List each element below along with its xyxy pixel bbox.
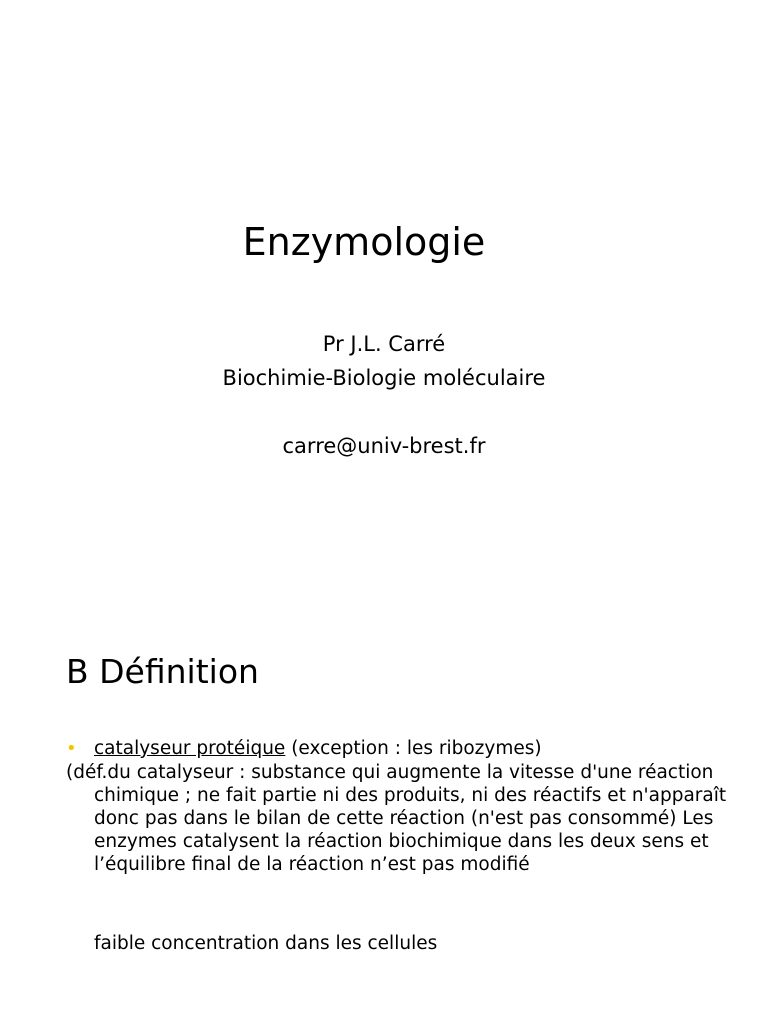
author-name: Pr J.L. Carré xyxy=(322,332,446,356)
slide-content xyxy=(66,737,746,955)
definition-slide xyxy=(0,512,768,1024)
definition-paragraph: (déf.du catalyseur : substance qui augmente la vitesse d'une réaction chimique ; ne fait partie ni des produits, ni des réactifs et n'apparaît donc pas dans le bilan de cette réaction (n'est pas consommé) Les enzymes catalysent la réaction biochimique dans les deux sens et l’équilibre final de la réaction n’est pas modifié xyxy=(66,762,727,875)
bullet-term: catalyseur protéique xyxy=(94,738,286,759)
bullet-dot-icon: • xyxy=(66,738,77,759)
department-name: Biochimie-Biologie moléculaire xyxy=(222,366,546,390)
slide-title: Enzymologie xyxy=(242,220,486,264)
subtitle-block xyxy=(0,327,768,463)
final-line: faible concentration dans les cellules xyxy=(94,933,438,954)
bullet-rest: (exception : les ribozymes) xyxy=(285,738,542,759)
slide-heading: B Définition xyxy=(66,652,259,691)
author-email: carre@univ-brest.fr xyxy=(282,434,486,458)
bullet-item xyxy=(66,737,746,760)
spacer xyxy=(0,395,768,429)
